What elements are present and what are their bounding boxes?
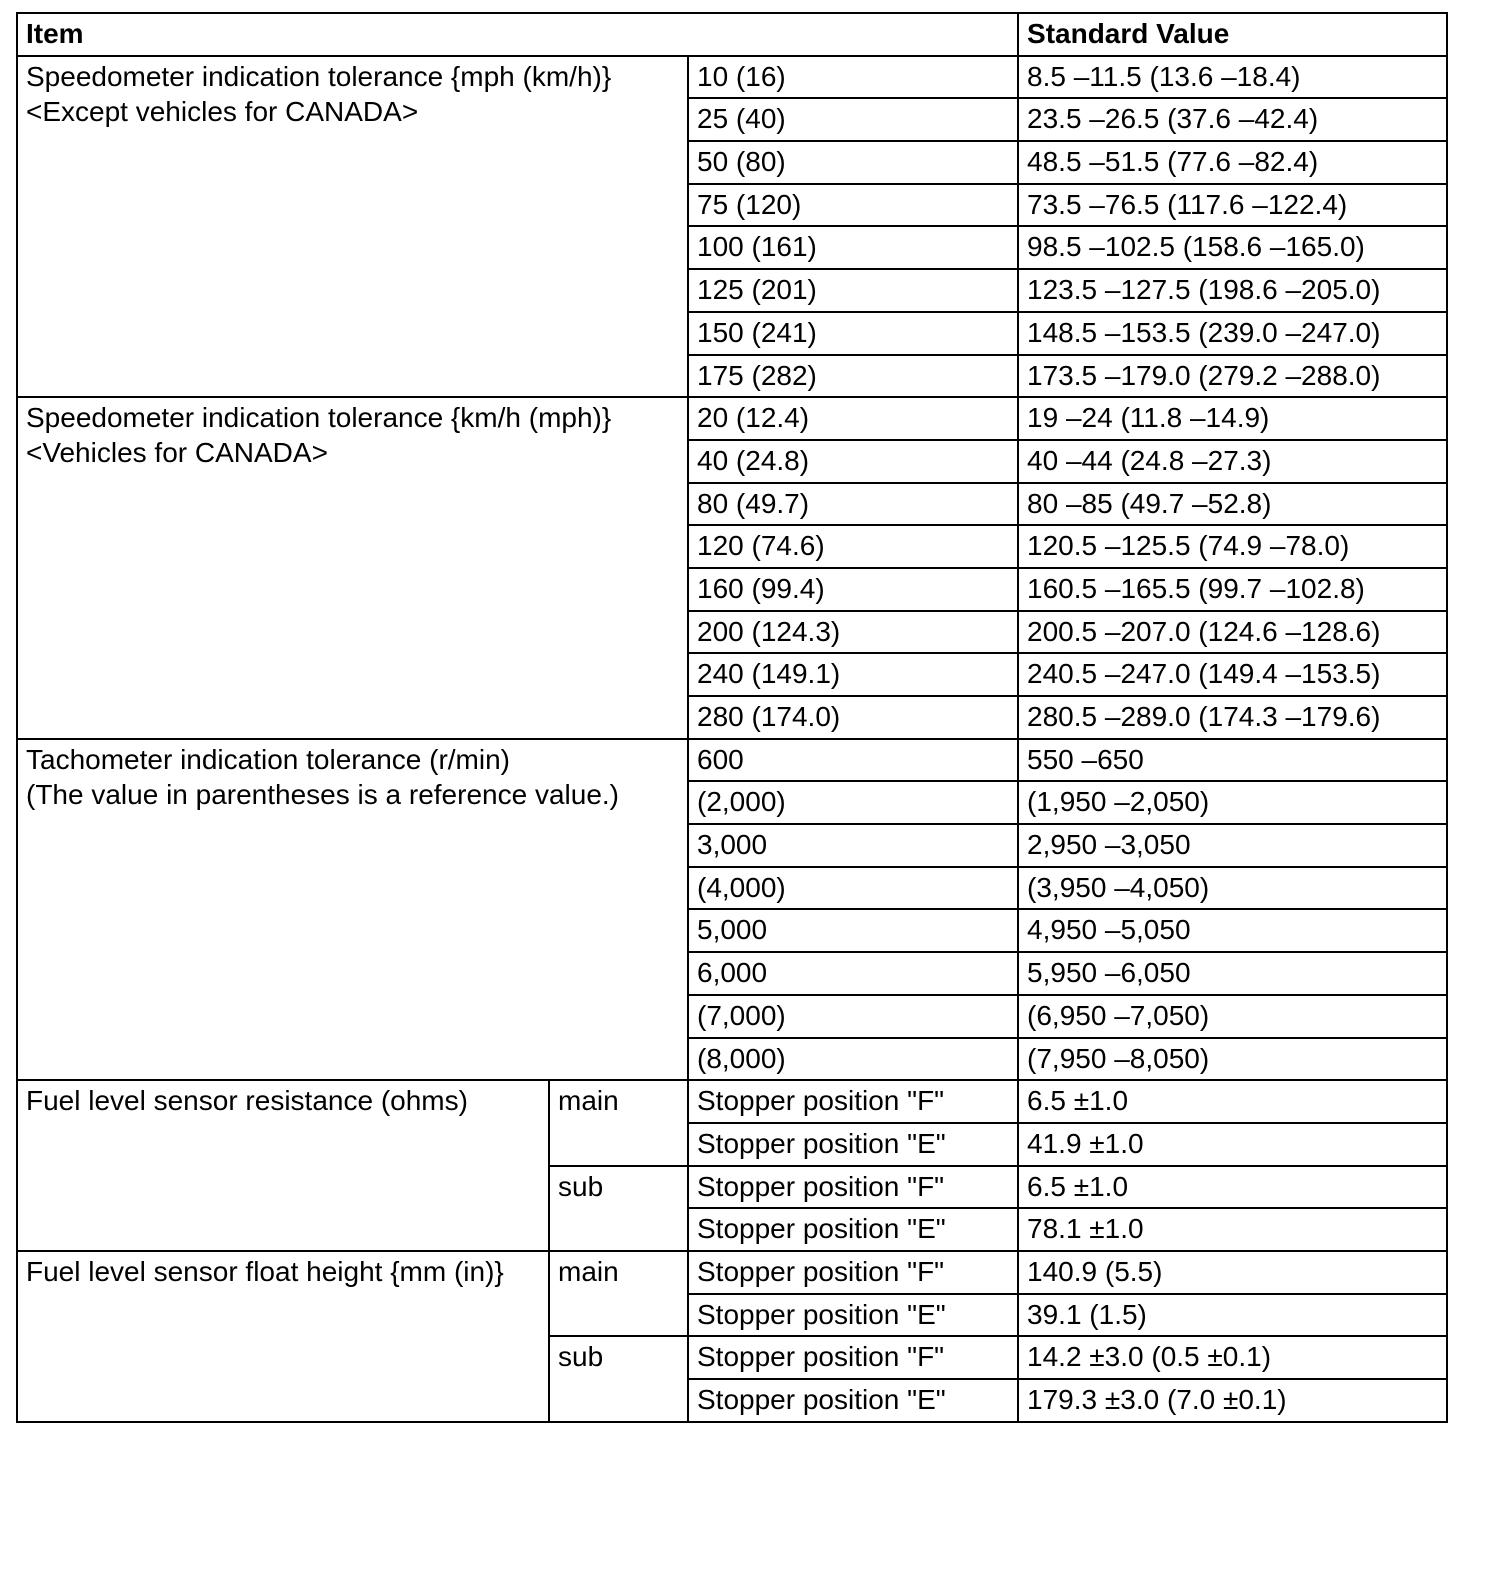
condition-cell: 25 (40) [688,98,1018,141]
condition-cell: (7,000) [688,995,1018,1038]
condition-cell: 6,000 [688,952,1018,995]
standard-value-cell: 200.5 –207.0 (124.6 –128.6) [1018,611,1447,654]
condition-cell: 10 (16) [688,56,1018,99]
condition-cell: 5,000 [688,909,1018,952]
table-row [17,739,1447,782]
item-cell [17,397,688,739]
standard-value-cell: 98.5 –102.5 (158.6 –165.0) [1018,226,1447,269]
condition-cell: 80 (49.7) [688,483,1018,526]
standard-value-cell: 280.5 –289.0 (174.3 –179.6) [1018,696,1447,739]
condition-cell: Stopper position "E" [688,1123,1018,1166]
standard-value-cell: 6.5 ±1.0 [1018,1080,1447,1123]
standard-value-cell: 73.5 –76.5 (117.6 –122.4) [1018,184,1447,227]
condition-cell: 280 (174.0) [688,696,1018,739]
spec-table [16,12,1448,1423]
spec-table-body [17,56,1447,1422]
condition-cell: Stopper position "E" [688,1208,1018,1251]
standard-value-cell: 550 –650 [1018,739,1447,782]
sub-label-cell: sub [549,1336,688,1421]
standard-value-cell: 14.2 ±3.0 (0.5 ±0.1) [1018,1336,1447,1379]
standard-value-cell: 41.9 ±1.0 [1018,1123,1447,1166]
condition-cell: 100 (161) [688,226,1018,269]
condition-cell: Stopper position "E" [688,1379,1018,1422]
condition-cell: 3,000 [688,824,1018,867]
condition-cell: Stopper position "E" [688,1294,1018,1337]
standard-value-cell: 123.5 –127.5 (198.6 –205.0) [1018,269,1447,312]
condition-cell: 120 (74.6) [688,525,1018,568]
standard-value-cell: 148.5 –153.5 (239.0 –247.0) [1018,312,1447,355]
standard-value-cell: 8.5 –11.5 (13.6 –18.4) [1018,56,1447,99]
condition-cell: (2,000) [688,781,1018,824]
standard-value-cell: 48.5 –51.5 (77.6 –82.4) [1018,141,1447,184]
standard-value-cell: 179.3 ±3.0 (7.0 ±0.1) [1018,1379,1447,1422]
item-label-line: Speedometer indication tolerance {mph (km/h)} [26,60,612,92]
standard-value-cell: 40 –44 (24.8 –27.3) [1018,440,1447,483]
table-row [17,397,1447,440]
standard-value-cell: 23.5 –26.5 (37.6 –42.4) [1018,98,1447,141]
condition-cell: 150 (241) [688,312,1018,355]
condition-cell: 40 (24.8) [688,440,1018,483]
condition-cell: 240 (149.1) [688,653,1018,696]
standard-value-cell: (3,950 –4,050) [1018,867,1447,910]
standard-value-cell: 80 –85 (49.7 –52.8) [1018,483,1447,526]
standard-value-cell: 120.5 –125.5 (74.9 –78.0) [1018,525,1447,568]
item-label-line: <Except vehicles for CANADA> [26,95,419,127]
standard-value-cell: 140.9 (5.5) [1018,1251,1447,1294]
item-label-line: Speedometer indication tolerance {km/h (mph)} [26,402,612,434]
standard-value-cell: 19 –24 (11.8 –14.9) [1018,397,1447,440]
condition-cell: (4,000) [688,867,1018,910]
condition-cell: Stopper position "F" [688,1080,1018,1123]
sub-label-cell: main [549,1080,688,1165]
condition-cell: 200 (124.3) [688,611,1018,654]
standard-value-cell: 160.5 –165.5 (99.7 –102.8) [1018,568,1447,611]
item-label-line: <Vehicles for CANADA> [26,437,328,469]
condition-cell: Stopper position "F" [688,1336,1018,1379]
standard-value-cell: 78.1 ±1.0 [1018,1208,1447,1251]
condition-cell: 20 (12.4) [688,397,1018,440]
condition-cell: (8,000) [688,1038,1018,1081]
header-row [17,13,1447,56]
standard-value-cell: 173.5 –179.0 (279.2 –288.0) [1018,355,1447,398]
standard-value-cell: 6.5 ±1.0 [1018,1166,1447,1209]
standard-value-cell: 4,950 –5,050 [1018,909,1447,952]
condition-cell: 75 (120) [688,184,1018,227]
condition-cell: 125 (201) [688,269,1018,312]
item-label-line: Tachometer indication tolerance (r/min) [26,743,510,775]
standard-value-cell: (6,950 –7,050) [1018,995,1447,1038]
item-cell: Fuel level sensor float height {mm (in)} [17,1251,549,1422]
condition-cell: Stopper position "F" [688,1166,1018,1209]
sub-label-cell: main [549,1251,688,1336]
table-row [17,56,1447,99]
table-row [17,1080,1447,1123]
condition-cell: 50 (80) [688,141,1018,184]
standard-value-cell: 39.1 (1.5) [1018,1294,1447,1337]
sub-label-cell: sub [549,1166,688,1251]
item-label-line: (The value in parentheses is a reference value.) [26,778,619,810]
standard-value-cell: (7,950 –8,050) [1018,1038,1447,1081]
standard-value-cell: 240.5 –247.0 (149.4 –153.5) [1018,653,1447,696]
condition-cell: 600 [688,739,1018,782]
item-cell: Fuel level sensor resistance (ohms) [17,1080,549,1251]
header-standard-value: Standard Value [1018,13,1447,56]
standard-value-cell: 2,950 –3,050 [1018,824,1447,867]
item-cell [17,739,688,1081]
table-row [17,1251,1447,1294]
condition-cell: 175 (282) [688,355,1018,398]
condition-cell: 160 (99.4) [688,568,1018,611]
standard-value-cell: 5,950 –6,050 [1018,952,1447,995]
header-item: Item [17,13,1018,56]
standard-value-cell: (1,950 –2,050) [1018,781,1447,824]
condition-cell: Stopper position "F" [688,1251,1018,1294]
item-cell [17,56,688,398]
